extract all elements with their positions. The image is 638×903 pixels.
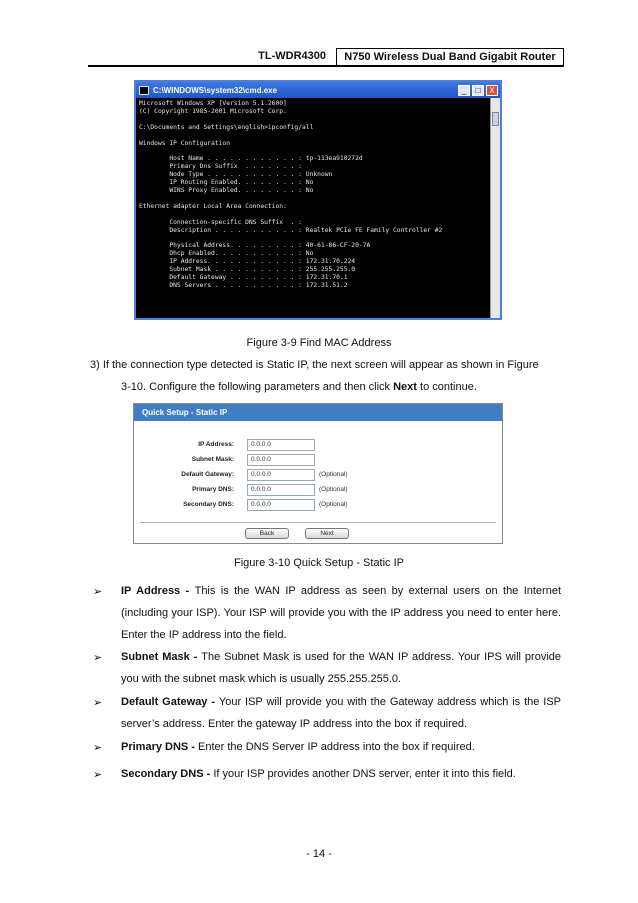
cmd-line: Ethernet adapter Local Area Connection: xyxy=(139,202,287,210)
minimize-icon: _ xyxy=(458,85,470,96)
cmd-line xyxy=(139,234,487,242)
quick-setup-title: Quick Setup - Static IP xyxy=(134,404,502,421)
bullet-arrow-icon: ➢ xyxy=(93,586,103,598)
cmd-line: IP Routing Enabled. . . . . . . . : No xyxy=(139,179,314,187)
bullet-ip-address: IP Address - This is the WAN IP address as seen by external users on the Internet (including your ISP). Your ISP will provide you with the IP address you need to enter here. Enter the IP address into the field. xyxy=(121,585,561,641)
subnet-mask-row xyxy=(134,454,504,468)
secondary-dns-field: 0.0.0.0 xyxy=(247,499,315,511)
cmd-line: Dhcp Enabled. . . . . . . . . . . : No xyxy=(139,250,314,258)
bullet-subnet-mask: Subnet Mask - The Subnet Mask is used for the WAN IP address. Your IPS will provide you with the subnet mask which is usually 255.255.255.0. xyxy=(121,651,561,685)
quick-setup-static-ip-screenshot xyxy=(133,403,503,544)
subnet-mask-label: Subnet Mask: xyxy=(191,456,234,463)
optional-note: (Optional) xyxy=(319,501,348,508)
cmd-line: Subnet Mask . . . . . . . . . . . : 255.255.255.0 xyxy=(139,266,356,274)
optional-note: (Optional) xyxy=(319,486,348,493)
next-button: Next xyxy=(305,528,349,539)
optional-note: (Optional) xyxy=(319,471,348,478)
secondary-dns-row xyxy=(134,499,504,513)
cmd-line: Description . . . . . . . . . . . : Realtek PCIe FE Family Controller #2 xyxy=(139,226,443,234)
bullet-arrow-icon: ➢ xyxy=(93,652,103,664)
primary-dns-field: 0.0.0.0 xyxy=(247,484,315,496)
page-number: - 14 - xyxy=(306,848,332,860)
cmd-line: Primary Dns Suffix . . . . . . . : xyxy=(139,163,303,171)
maximize-icon: □ xyxy=(472,85,484,96)
cmd-titlebar xyxy=(136,82,500,98)
cmd-line xyxy=(139,211,487,219)
step3-line2: 3-10. Configure the following parameters and then click Next to continue. xyxy=(121,381,477,393)
cmd-line xyxy=(139,116,487,124)
bullet-arrow-icon: ➢ xyxy=(93,769,103,781)
cmd-line: (C) Copyright 1985-2001 Microsoft Corp. xyxy=(139,107,287,115)
cmd-line: Host Name . . . . . . . . . . . . : tp-113ea910272d xyxy=(139,155,363,163)
cmd-line: Default Gateway . . . . . . . . . : 172.31.70.1 xyxy=(139,273,348,281)
subnet-mask-field: 0.0.0.0 xyxy=(247,454,315,466)
cmd-window-screenshot xyxy=(134,80,502,320)
default-gateway-label: Default Gateway: xyxy=(181,471,234,478)
bullet-secondary-dns: Secondary DNS - If your ISP provides another DNS server, enter it into this field. xyxy=(121,768,516,780)
cmd-line: Connection-specific DNS Suffix . : xyxy=(139,218,303,226)
cmd-line: WINS Proxy Enabled. . . . . . . . : No xyxy=(139,186,314,194)
header-product: N750 Wireless Dual Band Gigabit Router xyxy=(336,48,564,65)
bullet-default-gateway: Default Gateway - Your ISP will provide you with the Gateway address which is the ISP server’s address. Enter the gateway IP address into the box if required. xyxy=(121,696,561,730)
divider xyxy=(140,522,496,523)
cmd-title: C:\WINDOWS\system32\cmd.exe xyxy=(153,85,278,95)
page-header xyxy=(88,47,564,67)
cmd-line xyxy=(139,195,487,203)
back-button: Back xyxy=(245,528,289,539)
secondary-dns-label: Secondary DNS: xyxy=(183,501,234,508)
ip-address-field: 0.0.0.0 xyxy=(247,439,315,451)
cmd-line: Windows IP Configuration xyxy=(139,139,230,147)
header-model: TL-WDR4300 xyxy=(258,50,326,62)
cmd-scrollbar xyxy=(490,98,500,318)
ip-address-row xyxy=(134,439,504,453)
close-icon: X xyxy=(486,85,498,96)
bullet-arrow-icon: ➢ xyxy=(93,742,103,754)
cmd-line: Node Type . . . . . . . . . . . . : Unknown xyxy=(139,171,333,179)
cmd-line xyxy=(139,132,487,140)
primary-dns-row xyxy=(134,484,504,498)
primary-dns-label: Primary DNS: xyxy=(192,486,234,493)
bullet-primary-dns: Primary DNS - Enter the DNS Server IP address into the box if required. xyxy=(121,741,475,753)
cmd-line: DNS Servers . . . . . . . . . . . : 172.31.51.2 xyxy=(139,281,348,289)
default-gateway-field: 0.0.0.0 xyxy=(247,469,315,481)
cmd-output xyxy=(136,98,490,318)
default-gateway-row xyxy=(134,469,504,483)
cmd-icon xyxy=(139,86,149,95)
figure-3-10-caption: Figure 3-10 Quick Setup - Static IP xyxy=(234,557,404,569)
cmd-line: Microsoft Windows XP [Version 5.1.2600] xyxy=(139,100,287,107)
step3-line1: 3) If the connection type detected is Static IP, the next screen will appear as shown in Figure xyxy=(90,359,539,371)
cmd-line: IP Address. . . . . . . . . . . . : 172.31.70.224 xyxy=(139,258,356,266)
ip-address-label: IP Address: xyxy=(198,441,234,448)
figure-3-9-caption: Figure 3-9 Find MAC Address xyxy=(246,337,392,349)
bullet-arrow-icon: ➢ xyxy=(93,697,103,709)
cmd-line xyxy=(139,147,487,155)
cmd-line: Physical Address. . . . . . . . . : 40-61-86-CF-20-7A xyxy=(139,242,371,250)
cmd-line: C:\Documents and Settings\english>ipconfig/all xyxy=(139,123,314,131)
